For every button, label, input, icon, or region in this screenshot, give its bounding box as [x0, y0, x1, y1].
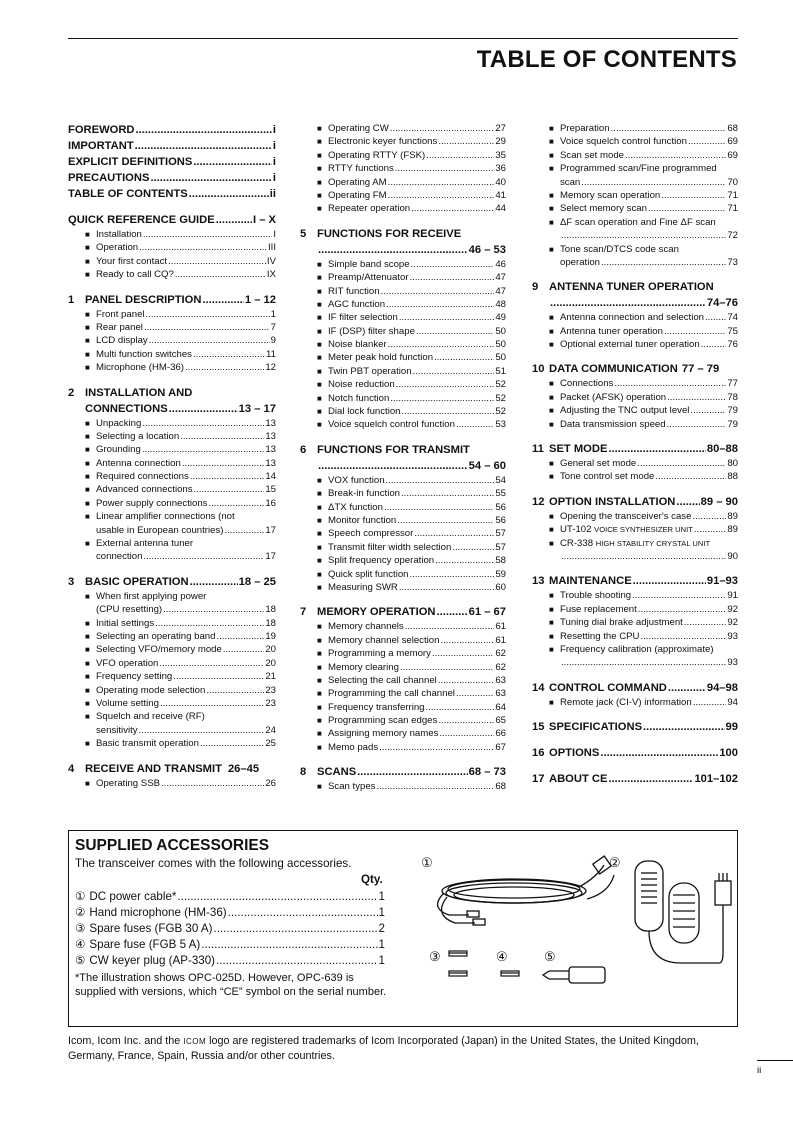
toc-item[interactable]: ■ UT-102 VOICE SYNTHESIZER UNIT ..... 89	[532, 523, 738, 536]
toc-item[interactable]: ■ Operating SSB ..... 26	[68, 777, 276, 790]
toc-item[interactable]: ■ Required connections ..... 14	[68, 470, 276, 483]
accessories-intro: The transceiver comes with the following accessories.	[75, 857, 352, 870]
toc-item[interactable]: ■ Quick split function ..... 59	[300, 568, 506, 581]
toc-section-11[interactable]: 11 SET MODE ..... 80–88	[532, 441, 738, 457]
toc-item[interactable]: ■ CR-338 HIGH STABILITY CRYSTAL UNIT	[549, 537, 711, 549]
toc-item[interactable]: ■ Antenna connection ..... 13	[68, 457, 276, 470]
toc-item[interactable]: ■ Optional external tuner operation ..... 76	[532, 338, 738, 351]
toc-item[interactable]: ■ Operating RTTY (FSK) ..... 35	[300, 149, 506, 162]
toc-item[interactable]: ■ Noise blanker ..... 50	[300, 338, 506, 351]
hand-microphone-drawing	[635, 861, 731, 963]
toc-item[interactable]: ■ Adjusting the TNC output level ..... 79	[532, 404, 738, 417]
toc-item[interactable]: ■ When first applying power	[85, 590, 207, 602]
toc-item[interactable]: ■ Operating mode selection ..... 23	[68, 684, 276, 697]
toc-item[interactable]: ■ Notch function ..... 52	[300, 392, 506, 405]
page-number-rule	[757, 1060, 793, 1061]
toc-front-item[interactable]: FOREWORD ..... i	[68, 122, 276, 138]
toc-item[interactable]: ■ Tone control set mode ..... 88	[532, 470, 738, 483]
toc-item[interactable]: ■ Microphone (HM-36) ..... 12	[68, 361, 276, 374]
toc-item[interactable]: ■ ΔTX function ..... 56	[300, 501, 506, 514]
toc-item[interactable]: ■ Memory scan operation ..... 71	[532, 189, 738, 202]
toc-column-3	[532, 122, 738, 787]
toc-item[interactable]: ■ Installation ..... I	[68, 228, 276, 241]
toc-item[interactable]: ■ Multi function switches ..... 11	[68, 348, 276, 361]
toc-section-15[interactable]: 15 SPECIFICATIONS ..... 99	[532, 719, 738, 735]
toc-item[interactable]: ■ Remote jack (CI-V) information ..... 94	[532, 696, 738, 709]
toc-item[interactable]: ■ Unpacking ..... 13	[68, 417, 276, 430]
toc-item-cont[interactable]: usable in European countries) ..... 17	[68, 524, 276, 537]
accessory-item: ③ Spare fuses (FGB 30 A) ..... 2	[75, 921, 385, 937]
toc-item[interactable]: ■ Antenna connection and selection ..... 74	[532, 311, 738, 324]
quick-ref-items	[68, 228, 276, 282]
toc-item-cont[interactable]: ..... 90	[532, 550, 738, 563]
toc-item[interactable]: ■ Frequency setting ..... 21	[68, 670, 276, 683]
toc-item[interactable]: ■ Preparation ..... 68	[532, 122, 738, 135]
toc-item[interactable]: ■ Front panel ..... 1	[68, 308, 276, 321]
toc-column-1	[68, 122, 276, 790]
toc-column-2	[300, 122, 506, 794]
toc-item-cont[interactable]: sensitivity ..... 24	[68, 724, 276, 737]
toc-item[interactable]: ■ Advanced connections ..... 15	[68, 483, 276, 496]
toc-item[interactable]: ■ Data transmission speed ..... 79	[532, 418, 738, 431]
toc-front-item[interactable]: TABLE OF CONTENTS ..... ii	[68, 186, 276, 202]
toc-item[interactable]: ■ Noise reduction ..... 52	[300, 378, 506, 391]
toc-section-9-cont[interactable]: ..... 74–76	[532, 295, 738, 311]
toc-item[interactable]: ■ Antenna tuner operation ..... 75	[532, 325, 738, 338]
toc-item[interactable]: ■ Tone scan/DTCS code scan	[549, 243, 679, 255]
illus-label-2: ②	[609, 855, 621, 870]
toc-item[interactable]: ■ Programming scan edges ..... 65	[300, 714, 506, 727]
toc-item[interactable]: ■ Tuning dial brake adjustment ..... 92	[532, 616, 738, 629]
illus-label-5: ⑤	[544, 949, 556, 964]
toc-item[interactable]: ■ Selecting the call channel ..... 63	[300, 674, 506, 687]
toc-section-5[interactable]: 5 FUNCTIONS FOR RECEIVE	[300, 227, 462, 240]
accessories-list	[75, 889, 385, 969]
toc-item[interactable]: ■ Squelch and receive (RF)	[85, 711, 205, 723]
toc-item[interactable]: ■ Scan set mode ..... 69	[532, 149, 738, 162]
toc-item[interactable]: ■ Programming the call channel ..... 63	[300, 687, 506, 700]
accessory-item: ④ Spare fuse (FGB 5 A) ..... 1	[75, 937, 385, 953]
toc-item[interactable]: ■ Programming a memory ..... 62	[300, 647, 506, 660]
toc-section-quick-ref[interactable]: QUICK REFERENCE GUIDE ..... I – X	[68, 212, 276, 228]
toc-item[interactable]: ■ Select memory scan ..... 71	[532, 202, 738, 215]
toc-item-cont[interactable]: ..... 93	[532, 656, 738, 669]
toc-item[interactable]: ■ Electronic keyer functions ..... 29	[300, 135, 506, 148]
toc-front-item[interactable]: IMPORTANT ..... i	[68, 138, 276, 154]
accessory-item: ① DC power cable* ..... 1	[75, 889, 385, 905]
toc-item[interactable]: ■ Operating AM ..... 40	[300, 176, 506, 189]
toc-item[interactable]: ■ External antenna tuner	[85, 538, 194, 550]
toc-section-1[interactable]: 1 PANEL DESCRIPTION ..... 1 – 12	[68, 292, 276, 308]
toc-item[interactable]: ■ Split frequency operation ..... 58	[300, 554, 506, 567]
toc-section-2[interactable]: 2 INSTALLATION AND	[68, 386, 193, 399]
toc-item[interactable]: ■ Measuring SWR ..... 60	[300, 581, 506, 594]
top-rule	[68, 38, 738, 39]
toc-item[interactable]: ■ Packet (AFSK) operation ..... 78	[532, 391, 738, 404]
accessories-illustration	[419, 853, 737, 1021]
toc-item[interactable]: ■ Assigning memory names ..... 66	[300, 727, 506, 740]
toc-item[interactable]: ■ Twin PBT operation ..... 51	[300, 365, 506, 378]
toc-item-cont[interactable]: (CPU resetting) ..... 18	[68, 603, 276, 616]
toc-item[interactable]: ■ Programmed scan/Fine programmed	[549, 163, 717, 175]
toc-section-7[interactable]: 7 MEMORY OPERATION ..... 61 – 67	[300, 604, 506, 620]
toc-item[interactable]: ■ Simple band scope ..... 46	[300, 258, 506, 271]
toc-item[interactable]: ■ Preamp/Attenuator ..... 47	[300, 271, 506, 284]
toc-item[interactable]: ■ Trouble shooting ..... 91	[532, 589, 738, 602]
accessories-qty-header: Qty.	[361, 873, 383, 886]
toc-item[interactable]: ■ Repeater operation ..... 44	[300, 202, 506, 215]
toc-item[interactable]: ■ Volume setting ..... 23	[68, 697, 276, 710]
toc-item[interactable]: ■ Frequency calibration (approximate)	[549, 643, 714, 655]
toc-section-2-cont[interactable]: CONNECTIONS ..... 13 – 17	[68, 401, 276, 417]
toc-item[interactable]: ■ Transmit filter width selection ..... 57	[300, 541, 506, 554]
dc-power-cable-drawing	[438, 856, 614, 925]
toc-item[interactable]: ■ Operating FM ..... 41	[300, 189, 506, 202]
toc-item[interactable]: ■ Operation ..... III	[68, 241, 276, 254]
trademark-footer: Icom, Icom Inc. and the ICOM logo are registered trademarks of Icom Incorporated (Japan) in the United States, the United Kingdom, Germany, France, Spain, Russia and/or other countries.	[68, 1035, 699, 1062]
toc-item[interactable]: ■ Rear panel ..... 7	[68, 321, 276, 334]
toc-item[interactable]: ■ ΔF scan operation and Fine ΔF scan	[549, 216, 716, 228]
toc-front-item[interactable]: EXPLICIT DEFINITIONS ..... i	[68, 154, 276, 170]
icom-logo: ICOM	[183, 1037, 207, 1046]
toc-item[interactable]: ■ Opening the transceiver's case ..... 89	[532, 510, 738, 523]
toc-section-5-cont[interactable]: ..... 46 – 53	[300, 242, 506, 258]
page-number: ii	[757, 1065, 762, 1076]
illus-label-3: ③	[429, 949, 441, 964]
toc-section-14[interactable]: 14 CONTROL COMMAND ..... 94–98	[532, 680, 738, 696]
toc-section-17[interactable]: 17 ABOUT CE ..... 101–102	[532, 771, 738, 787]
toc-item[interactable]: ■ Voice squelch control function ..... 53	[300, 418, 506, 431]
toc-item[interactable]: ■ LCD display ..... 9	[68, 334, 276, 347]
toc-section-3[interactable]: 3 BASIC OPERATION ..... 18 – 25	[68, 574, 276, 590]
page-title: TABLE OF CONTENTS	[476, 46, 737, 73]
toc-section-16[interactable]: 16 OPTIONS ..... 100	[532, 745, 738, 761]
toc-item[interactable]: ■ Selecting VFO/memory mode ..... 20	[68, 643, 276, 656]
toc-item[interactable]: ■ Initial settings ..... 18	[68, 617, 276, 630]
toc-item[interactable]: ■ Operating CW ..... 27	[300, 122, 506, 135]
toc-front-item[interactable]: PRECAUTIONS ..... i	[68, 170, 276, 186]
cw-keyer-plug-drawing	[543, 967, 605, 983]
toc-section-8[interactable]: 8 SCANS ..... 68 – 73	[300, 764, 506, 780]
toc-item[interactable]: ■ RTTY functions ..... 36	[300, 162, 506, 175]
toc-item[interactable]: ■ Memory channels ..... 61	[300, 620, 506, 633]
toc-item[interactable]: ■ Dial lock function ..... 52	[300, 405, 506, 418]
toc-item[interactable]: ■ Connections ..... 77	[532, 377, 738, 390]
toc-item[interactable]: ■ Frequency transferring ..... 64	[300, 701, 506, 714]
toc-item[interactable]: ■ General set mode ..... 80	[532, 457, 738, 470]
accessory-item: ② Hand microphone (HM-36) ..... 1	[75, 905, 385, 921]
toc-section-4[interactable]: 4 RECEIVE AND TRANSMIT 26–45	[68, 762, 260, 775]
toc-item[interactable]: ■ Break-in function ..... 55	[300, 487, 506, 500]
illus-label-1: ①	[421, 855, 433, 870]
toc-item-cont[interactable]: ..... 72	[532, 229, 738, 242]
toc-item[interactable]: ■ Ready to call CQ? ..... IX	[68, 268, 276, 281]
spare-fuses-drawing	[449, 951, 519, 976]
illus-label-4: ④	[496, 949, 508, 964]
toc-item[interactable]: ■ Memory clearing ..... 62	[300, 661, 506, 674]
toc-item[interactable]: ■ VOX function ..... 54	[300, 474, 506, 487]
toc-item[interactable]: ■ Selecting a location ..... 13	[68, 430, 276, 443]
toc-item[interactable]: ■ IF filter selection ..... 49	[300, 311, 506, 324]
toc-section-6-cont[interactable]: ..... 54 – 60	[300, 458, 506, 474]
toc-item[interactable]: ■ Selecting an operating band ..... 19	[68, 630, 276, 643]
toc-item-cont[interactable]: connection ..... 17	[68, 550, 276, 563]
toc-section-6[interactable]: 6 FUNCTIONS FOR TRANSMIT	[300, 443, 470, 456]
toc-item[interactable]: ■ Linear amplifier connections (not	[85, 511, 235, 523]
toc-item[interactable]: ■ Speech compressor ..... 57	[300, 527, 506, 540]
supplied-accessories-box	[68, 830, 738, 1027]
toc-item[interactable]: ■ Resetting the CPU ..... 93	[532, 630, 738, 643]
toc-item[interactable]: ■ Monitor function ..... 56	[300, 514, 506, 527]
accessories-title: SUPPLIED ACCESSORIES	[75, 837, 270, 854]
toc-item-cont[interactable]: operation ..... 73	[532, 256, 738, 269]
toc-item[interactable]: ■ Fuse replacement ..... 92	[532, 603, 738, 616]
toc-item-cont[interactable]: scan ..... 70	[532, 176, 738, 189]
toc-item[interactable]: ■ Basic transmit operation ..... 25	[68, 737, 276, 750]
toc-section-10[interactable]: 10 DATA COMMUNICATION 77 – 79	[532, 363, 720, 376]
toc-item[interactable]: ■ Memory channel selection ..... 61	[300, 634, 506, 647]
accessory-item: ⑤ CW keyer plug (AP-330) ..... 1	[75, 953, 385, 969]
accessories-note: *The illustration shows OPC-025D. However, OPC-639 is supplied with versions, which “CE” symbol on the serial number.	[75, 972, 387, 998]
toc-item[interactable]: ■ Power supply connections ..... 16	[68, 497, 276, 510]
toc-item[interactable]: ■ Your first contact ..... IV	[68, 255, 276, 268]
toc-section-13[interactable]: 13 MAINTENANCE ..... 91–93	[532, 573, 738, 589]
toc-item[interactable]: ■ Grounding ..... 13	[68, 443, 276, 456]
toc-item[interactable]: ■ Meter peak hold function ..... 50	[300, 351, 506, 364]
toc-section-9[interactable]: 9 ANTENNA TUNER OPERATION	[532, 281, 714, 294]
toc-item[interactable]: ■ Voice squelch control function ..... 69	[532, 135, 738, 148]
toc-item[interactable]: ■ AGC function ..... 48	[300, 298, 506, 311]
toc-item[interactable]: ■ Memo pads ..... 67	[300, 741, 506, 754]
toc-item[interactable]: ■ Scan types ..... 68	[300, 780, 506, 793]
toc-section-12[interactable]: 12 OPTION INSTALLATION ..... 89 – 90	[532, 494, 738, 510]
toc-item[interactable]: ■ VFO operation ..... 20	[68, 657, 276, 670]
front-matter-list	[68, 122, 276, 202]
toc-item[interactable]: ■ RIT function ..... 47	[300, 285, 506, 298]
toc-item[interactable]: ■ IF (DSP) filter shape ..... 50	[300, 325, 506, 338]
